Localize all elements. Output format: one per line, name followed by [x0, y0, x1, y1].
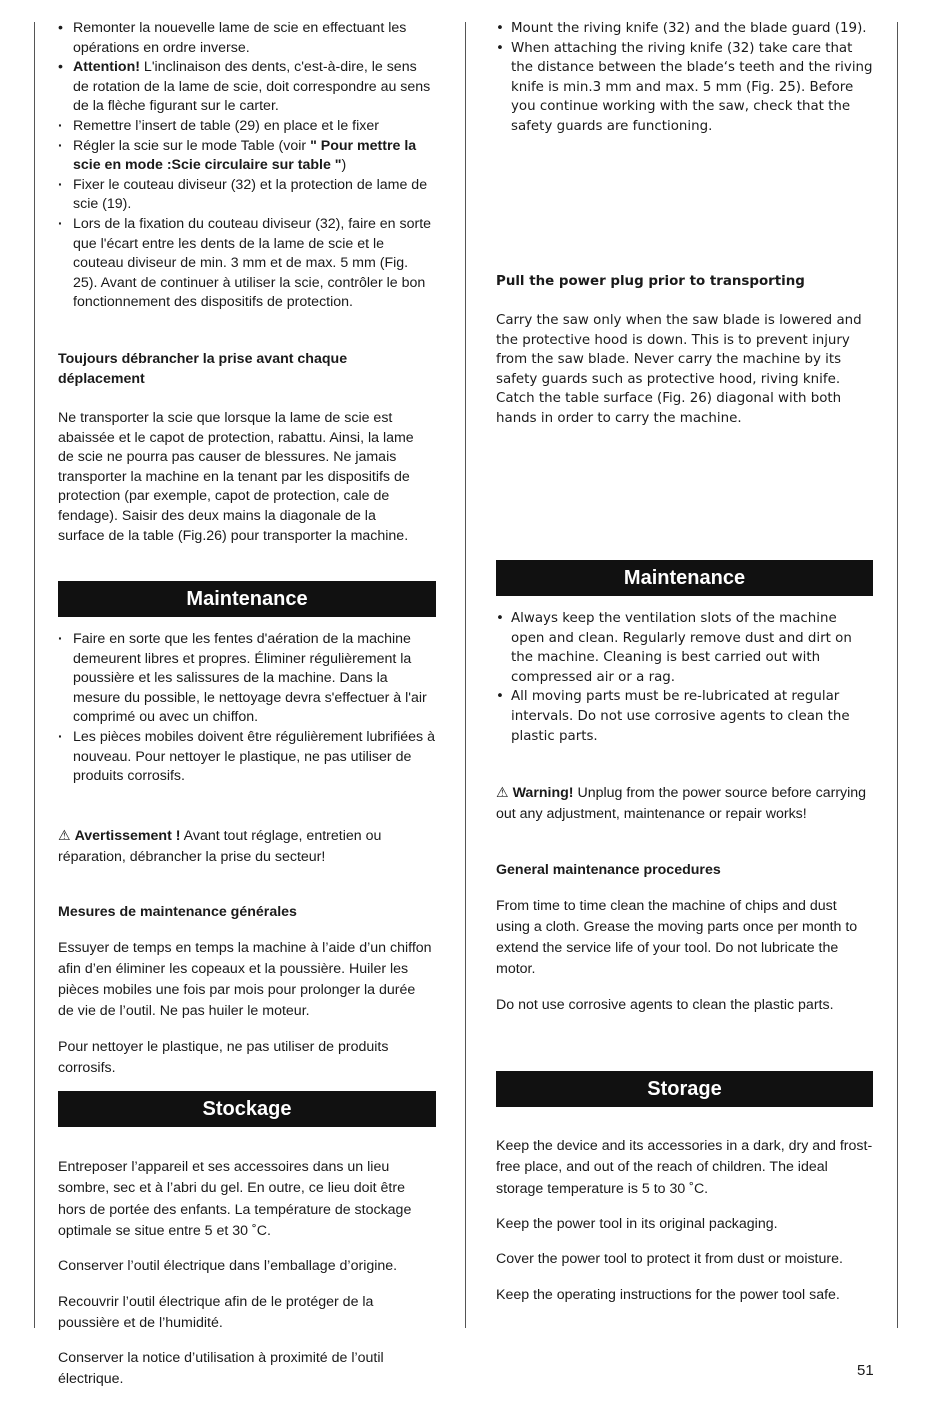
en-maintenance-title: Maintenance: [623, 566, 746, 589]
en-transport-heading: Pull the power plug prior to transporting: [496, 274, 805, 289]
fr-maintenance-bullets: [58, 630, 436, 787]
list-item: • Remonter la nouevelle lame de scie en effectuant les opérations en ordre inverse.: [58, 19, 436, 58]
list-item: • All moving parts must be re-lubricated at regular intervals. Do not use corrosive agents to clean the plastic parts.: [496, 687, 874, 746]
en-storage-band: [496, 1071, 873, 1107]
fr-storage-section: [58, 1143, 436, 1405]
en-maintenance-bullets: [496, 609, 874, 746]
en-bullets-top: [496, 19, 874, 137]
en-storage-text-4: Keep the operating instructions for the power tool safe.: [496, 1286, 840, 1303]
warning-icon: ⚠: [58, 827, 71, 843]
fr-general-text-2: Pour nettoyer le plastique, ne pas utiliser de produits corrosifs.: [58, 1038, 389, 1076]
page-number: 51: [857, 1362, 874, 1379]
center-rule: [465, 22, 466, 1328]
list-item: • When attaching the riving knife (32) take care that the distance between the blade‘s teeth and the riving knife is min.3 mm and max. 5 mm (Fig. 25). Before you continue working with the saw, check that the safety guards are functioning.: [496, 39, 874, 137]
list-item: · Fixer le couteau diviseur (32) et la protection de lame de scie (19).: [58, 176, 436, 215]
en-transport-text: Carry the saw only when the saw blade is lowered and the protective hood is down. This is to prevent injury from the saw blade. Never carry the machine by its safety guards such as protective hood, riving knife. Catch the table surface (Fig. 26) diagonal with both hands in order to carry the machine.: [496, 313, 862, 426]
warning-icon: ⚠: [496, 784, 509, 800]
en-maintenance-band: [496, 560, 873, 596]
fr-storage-text-2: Conserver l’outil électrique dans l’emballage d’origine.: [58, 1258, 398, 1275]
en-storage-text-1: Keep the device and its accessories in a dark, dry and frost-free place, and out of the reach of children. The ideal storage temperature is 5 to 30 ˚C.: [496, 1138, 873, 1197]
en-general-heading: General maintenance procedures: [496, 862, 721, 879]
fr-warning: ⚠ Avertissement ! Avant tout réglage, entretien ou réparation, débrancher la prise du secteur!: [58, 827, 382, 866]
fr-storage-title: Stockage: [202, 1097, 292, 1120]
fr-storage-text-3: Recouvrir l’outil électrique afin de le protéger de la poussière et de l’humidité.: [58, 1293, 374, 1331]
list-item: • Attention! L'inclinaison des dents, c'est-à-dire, le sens de rotation de la lame de scie, doit correspondre au sens de la flèche figurant sur le carter.: [58, 58, 436, 117]
list-item: · Faire en sorte que les fentes d'aération de la machine demeurent libres et propres. Éliminer régulièrement la poussière et les salissures de la machine. Dans la mesure du possible, le nettoyage devra s'effectuer à l'air comprimé ou avec un chiffon.: [58, 630, 436, 728]
fr-bullets-top: [58, 19, 436, 313]
list-item: · Les pièces mobiles doivent être régulièrement lubrifiées à nouveau. Pour nettoyer le plastique, ne pas utiliser de produits corrosifs.: [58, 728, 436, 787]
en-general-text-1: From time to time clean the machine of chips and dust using a cloth. Grease the moving parts once per month to extend the service life of your tool. Do not lubricate the motor.: [496, 897, 858, 978]
en-general-text-2: Do not use corrosive agents to clean the plastic parts.: [496, 996, 834, 1013]
fr-storage-text-1: Entreposer l’appareil et ses accessoires dans un lieu sombre, sec et à l’abri du gel. En outre, ce lieu doit être hors de portée des enfants. La température de stockage optimale se situe entre 5 et 30 ˚C.: [58, 1159, 412, 1239]
en-storage-text-3: Cover the power tool to protect it from dust or moisture.: [496, 1251, 843, 1268]
list-item: · Remettre l’insert de table (29) en place et le fixer: [58, 117, 436, 137]
list-item: · Régler la scie sur le mode Table (voir " Pour mettre la scie en mode :Scie circulaire sur table "): [58, 137, 436, 176]
en-storage-section: [496, 1122, 874, 1320]
fr-maintenance-band: [58, 581, 436, 617]
en-warning: ⚠ Warning! Unplug from the power source before carrying out any adjustment, maintenance or repair works!: [496, 784, 867, 823]
fr-general-section: [58, 888, 434, 1093]
list-item: · Lors de la fixation du couteau diviseur (32), faire en sorte que l'écart entre les dents de la lame de scie et le couteau diviseur de min. 3 mm et de max. 5 mm (Fig. 25). Avant de continuer à utiliser la scie, contrôler le bon fonctionnement des dispositifs de protection.: [58, 215, 436, 313]
en-storage-title: Storage: [647, 1077, 722, 1100]
en-general-section: [496, 846, 874, 1030]
fr-storage-text-4: Conserver la notice d’utilisation à proximité de l’outil électrique.: [58, 1350, 384, 1388]
list-item: • Always keep the ventilation slots of the machine open and clean. Regularly remove dust and dirt on the machine. Cleaning is best carried out with compressed air or a rag.: [496, 609, 874, 687]
fr-maintenance-title: Maintenance: [186, 587, 308, 610]
left-margin-rule: [34, 22, 35, 1328]
fr-storage-band: [58, 1091, 436, 1127]
fr-warning-label: Avertissement !: [74, 828, 181, 844]
fr-transport-heading: Toujours débrancher la prise avant chaque déplacement: [58, 351, 348, 387]
right-margin-rule: [897, 22, 898, 1328]
en-storage-text-2: Keep the power tool in its original packaging.: [496, 1215, 778, 1232]
fr-transport-text: Ne transporter la scie que lorsque la lame de scie est abaissée et le capot de protection, rabattu. Ainsi, la lame de scie ne pourra pas causer de blessures. Ne jamais transporter la machine en la tenant par les dispositifs de protection (par exemple, capot de protection, cale de fendage). Saisir des deux mains la diagonale de la surface de la table (Fig.26) pour transporter la machine.: [58, 410, 414, 544]
fr-general-text-1: Essuyer de temps en temps la machine à l’aide d’un chiffon afin d’en éliminer les copeaux et la poussière. Huiler les pièces mobiles une fois par mois pour prolonger la durée de vie de l’outil. Ne pas huiler le moteur.: [58, 939, 432, 1020]
en-warning-label: Warning!: [512, 785, 574, 801]
list-item: • Mount the riving knife (32) and the blade guard (19).: [496, 19, 874, 39]
fr-general-heading: Mesures de maintenance générales: [58, 904, 297, 921]
